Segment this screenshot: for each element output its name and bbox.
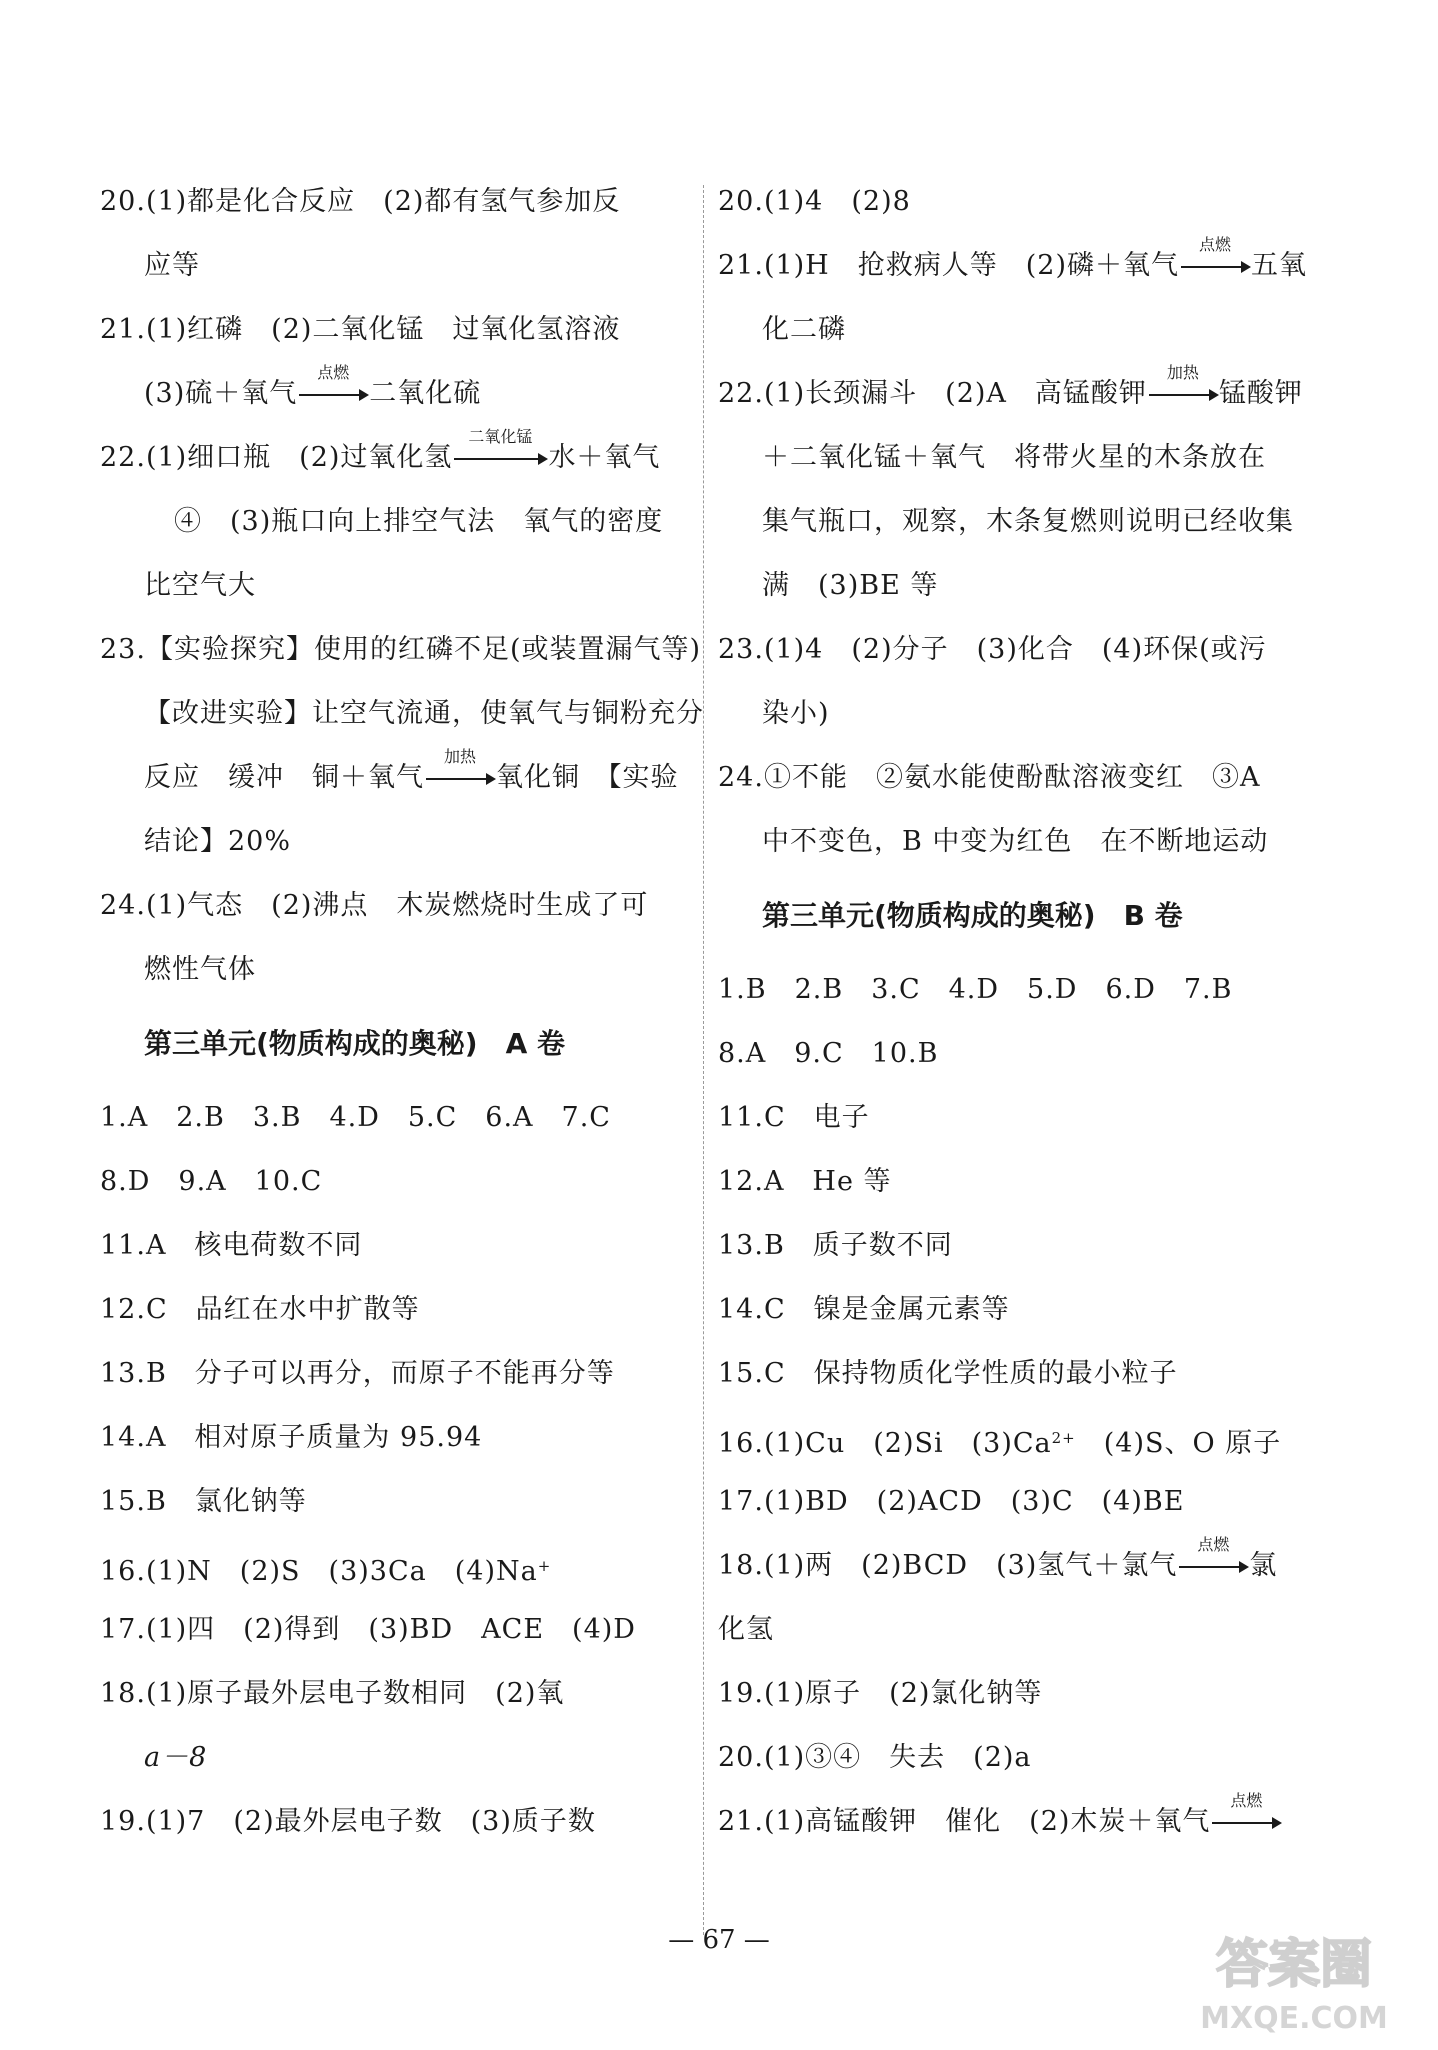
reaction-condition: 点燃 — [1198, 234, 1231, 254]
answer-line: 13.B 质子数不同 — [718, 1230, 953, 1261]
answer-line: 20.(1)③④ 失去 (2)a — [718, 1742, 1032, 1773]
equation-line — [718, 1534, 1300, 1598]
answer-line: 17.(1)四 (2)得到 (3)BD ACE (4)D — [100, 1614, 636, 1645]
answer-line: 12.C 品红在水中扩散等 — [100, 1294, 420, 1325]
answer-line: 14.C 镍是金属元素等 — [718, 1294, 1010, 1325]
answer-line: 燃性气体 — [144, 954, 256, 985]
reaction-condition: 加热 — [443, 746, 476, 766]
answer-text: 16.(1)N (2)S (3)3Ca (4)Na — [100, 1556, 538, 1587]
answer-line: 8.D 9.A 10.C — [100, 1166, 323, 1197]
superscript: + — [537, 1557, 552, 1575]
equation-line — [718, 362, 1303, 426]
answer-line: 20.(1)4 (2)8 — [718, 186, 911, 217]
section-title: 第三单元(物质构成的奥秘) B 卷 — [762, 899, 1183, 932]
equation-line — [718, 234, 1307, 298]
equation-products: 氯 — [1249, 1550, 1278, 1581]
answer-line: 19.(1)7 (2)最外层电子数 (3)质子数 — [100, 1806, 596, 1837]
column-divider — [703, 185, 704, 1935]
superscript: 2+ — [1051, 1429, 1076, 1447]
reaction-condition: 点燃 — [317, 362, 350, 382]
answer-line: 1.A 2.B 3.B 4.D 5.C 6.A 7.C — [100, 1102, 611, 1133]
answer-line: 15.C 保持物质化学性质的最小粒子 — [718, 1358, 1178, 1389]
answer-line: 18.(1)原子最外层电子数相同 (2)氧 — [100, 1678, 565, 1709]
reaction-arrow-icon — [297, 362, 369, 406]
equation-reactants: 22.(1)长颈漏斗 (2)A 高锰酸钾 — [718, 378, 1147, 409]
reaction-arrow-icon — [1147, 362, 1219, 406]
equation-line — [100, 362, 685, 426]
answer-line: 20.(1)都是化合反应 (2)都有氢气参加反 — [100, 186, 621, 217]
answer-line: 21.(1)红磷 (2)二氧化锰 过氧化氢溶液 — [100, 314, 621, 345]
equation-reactants: 22.(1)细口瓶 (2)过氧化氢 — [100, 442, 453, 473]
answer-line: 【改进实验】让空气流通，使氧气与铜粉充分 — [144, 698, 704, 729]
answer-line: 11.C 电子 — [718, 1102, 870, 1133]
reaction-arrow-icon — [424, 746, 496, 790]
answer-line: 8.A 9.C 10.B — [718, 1038, 939, 1069]
answer-line: 染小) — [762, 698, 830, 729]
answer-text: (4)S、O 原子 — [1075, 1428, 1282, 1459]
answer-line: 满 (3)BE 等 — [762, 570, 939, 601]
equation-products: 氧化铜 【实验 — [496, 762, 679, 793]
reaction-arrow-icon — [1177, 1534, 1249, 1578]
equation-line — [718, 1790, 1300, 1854]
reaction-condition: 二氧化锰 — [468, 426, 533, 446]
answer-line: 应等 — [144, 250, 200, 281]
page-number: — 67 — — [668, 1925, 770, 1955]
equation-reactants: (3)硫＋氧气 — [144, 378, 298, 409]
equation-line — [100, 746, 685, 810]
answer-line: 23.(1)4 (2)分子 (3)化合 (4)环保(或污 — [718, 634, 1267, 665]
section-title: 第三单元(物质构成的奥秘) A 卷 — [144, 1027, 566, 1060]
equation-reactants: 21.(1)H 抢救病人等 (2)磷＋氧气 — [718, 250, 1179, 281]
answer-line: 12.A He 等 — [718, 1166, 892, 1197]
answer-line — [100, 1534, 685, 1598]
equation-products: 二氧化硫 — [369, 378, 482, 409]
answer-line: 19.(1)原子 (2)氯化钠等 — [718, 1678, 1043, 1709]
answer-line: 24.①不能 ②氨水能使酚酞溶液变红 ③A — [718, 762, 1261, 793]
answer-line: ＋二氧化锰＋氧气 将带火星的木条放在 — [762, 442, 1266, 473]
answer-line: 集气瓶口，观察，木条复燃则说明已经收集 — [762, 506, 1294, 537]
answer-line: 1.B 2.B 3.C 4.D 5.D 6.D 7.B — [718, 974, 1233, 1005]
equation-products: 锰酸钾 — [1218, 378, 1303, 409]
answer-line: 17.(1)BD (2)ACD (3)C (4)BE — [718, 1486, 1185, 1517]
reaction-condition: 点燃 — [1230, 1790, 1263, 1810]
answer-line: 14.A 相对原子质量为 95.94 — [100, 1422, 483, 1453]
answer-line: a－8 — [144, 1742, 208, 1773]
equation-reactants: 18.(1)两 (2)BCD (3)氢气＋氯气 — [718, 1550, 1178, 1581]
answer-line: 中不变色，B 中变为红色 在不断地运动 — [762, 826, 1269, 857]
answer-line: 化氢 — [718, 1614, 774, 1645]
equation-reactants: 反应 缓冲 铜＋氧气 — [144, 762, 424, 793]
equation-line — [100, 426, 685, 490]
equation-products: 水＋氧气 — [548, 442, 661, 473]
equation-products: 五氧 — [1250, 250, 1307, 281]
watermark-logo-icon — [1164, 1920, 1424, 2040]
reaction-arrow-icon — [452, 426, 548, 470]
answer-line: 11.A 核电荷数不同 — [100, 1230, 363, 1261]
reaction-arrow-icon — [1179, 234, 1251, 278]
answer-line: 结论】20% — [144, 826, 292, 857]
watermark-url: MXQE.COM — [1200, 2001, 1388, 2036]
answer-line: 15.B 氯化钠等 — [100, 1486, 307, 1517]
reaction-arrow-icon — [1210, 1790, 1282, 1834]
answer-line: 化二磷 — [762, 314, 846, 345]
equation-reactants: 21.(1)高锰酸钾 催化 (2)木炭＋氧气 — [718, 1806, 1211, 1837]
answer-line: ④ (3)瓶口向上排空气法 氧气的密度 — [174, 506, 664, 537]
watermark-logo-text: 答案圈 — [1215, 1935, 1373, 1995]
right-column — [718, 170, 1307, 1854]
answer-text: 16.(1)Cu (2)Si (3)Ca — [718, 1428, 1052, 1459]
reaction-condition: 加热 — [1166, 362, 1199, 382]
reaction-condition: 点燃 — [1197, 1534, 1230, 1554]
answer-line: 24.(1)气态 (2)沸点 木炭燃烧时生成了可 — [100, 890, 649, 921]
left-column — [100, 170, 704, 1854]
answer-line — [718, 1406, 1300, 1470]
answer-line: 比空气大 — [144, 570, 256, 601]
answer-line: 13.B 分子可以再分，而原子不能再分等 — [100, 1358, 615, 1389]
answer-line: 23.【实验探究】使用的红磷不足(或装置漏气等) — [100, 634, 702, 665]
